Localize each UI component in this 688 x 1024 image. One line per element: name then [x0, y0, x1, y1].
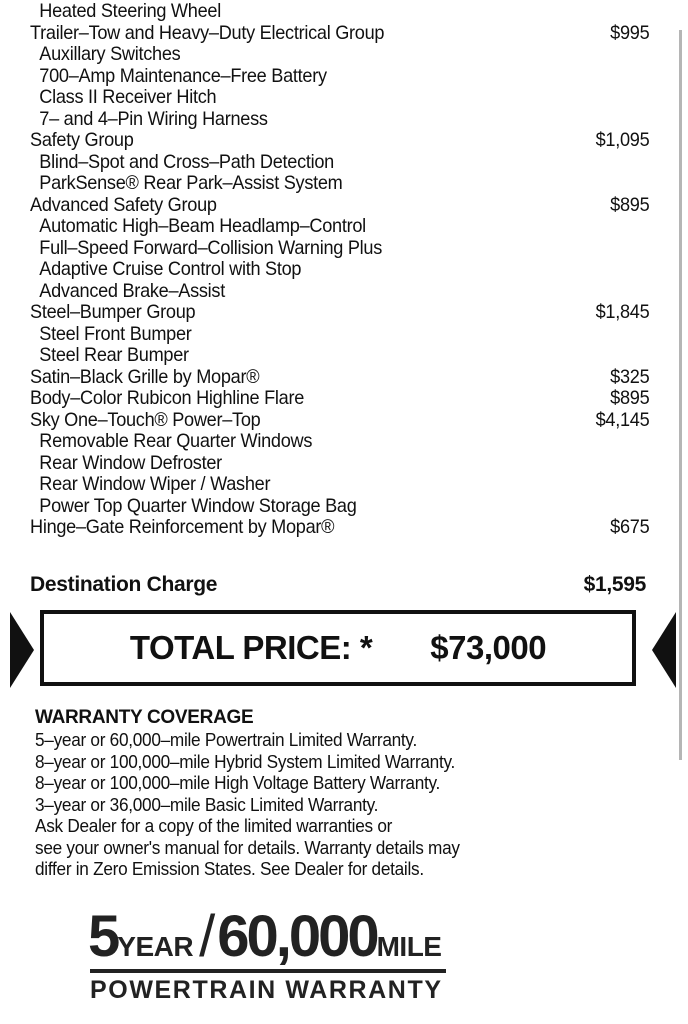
logo-mile-word: MILE: [376, 931, 442, 962]
destination-charge-label: Destination Charge: [30, 573, 218, 596]
option-price: $895: [610, 193, 650, 216]
option-price: $325: [610, 365, 650, 388]
option-label: Steel–Bumper Group: [30, 301, 196, 323]
logo-years: 5: [88, 904, 118, 969]
option-package-row: [30, 517, 649, 539]
warranty-lines: [35, 729, 595, 880]
option-label: Power Top Quarter Window Storage Bag: [39, 494, 357, 517]
destination-charge-row: [30, 573, 646, 597]
option-label: 7– and 4–Pin Wiring Harness: [39, 107, 268, 130]
option-feature-row: [30, 259, 649, 281]
option-feature-row: [30, 453, 649, 475]
option-feature-row: [30, 238, 649, 260]
option-feature-row: [30, 87, 649, 109]
option-feature-row: [30, 44, 649, 66]
option-label: Full–Speed Forward–Collision Warning Plus: [39, 236, 382, 259]
option-price: $995: [610, 21, 650, 44]
option-package-row: [30, 302, 649, 324]
option-price: $4,145: [595, 408, 650, 431]
option-package-row: [30, 410, 649, 432]
option-label: Hinge–Gate Reinforcement by Mopar®: [30, 516, 335, 538]
option-label: ParkSense® Rear Park–Assist System: [39, 172, 343, 194]
powertrain-warranty-logo: [88, 903, 448, 1007]
option-feature-row: [30, 66, 649, 88]
option-label: Steel Rear Bumper: [39, 344, 189, 366]
option-label: Rear Window Wiper / Washer: [39, 473, 271, 495]
options-list: [30, 1, 650, 539]
option-feature-row: [30, 173, 649, 195]
option-label: Steel Front Bumper: [39, 322, 192, 345]
option-label: Advanced Safety Group: [30, 193, 217, 216]
option-feature-row: [30, 216, 649, 238]
logo-year-word: YEAR: [117, 931, 194, 962]
logo-subtitle: POWERTRAIN WARRANTY: [90, 976, 443, 1004]
option-label: Body–Color Rubicon Highline Flare: [30, 387, 305, 409]
warranty-line: 8–year or 100,000–mile Hybrid System Limited Warranty.: [35, 750, 456, 772]
option-feature-row: [30, 431, 649, 453]
option-label: Auxillary Switches: [39, 43, 181, 65]
right-arrow-icon: [652, 612, 676, 688]
option-label: Heated Steering Wheel: [39, 0, 221, 22]
option-feature-row: [30, 152, 649, 174]
option-package-row: [30, 130, 649, 152]
logo-divider: [90, 969, 446, 973]
option-label: Removable Rear Quarter Windows: [39, 430, 313, 452]
option-label: Safety Group: [30, 129, 134, 151]
warranty-line: 5–year or 60,000–mile Powertrain Limited Warranty.: [35, 729, 417, 750]
warranty-line: see your owner's manual for details. Warranty details may: [35, 836, 460, 858]
total-price-box: [40, 610, 636, 686]
warranty-line: 8–year or 100,000–mile High Voltage Battery Warranty.: [35, 772, 441, 793]
option-feature-row: [30, 109, 649, 131]
page-edge-rule: [679, 30, 682, 760]
warranty-line: 3–year or 36,000–mile Basic Limited Warranty.: [35, 793, 379, 815]
option-price: $675: [610, 516, 650, 538]
option-price: $1,845: [595, 301, 650, 323]
option-price: $895: [610, 387, 650, 409]
logo-slash: /: [199, 904, 216, 969]
option-feature-row: [30, 496, 649, 518]
option-label: Sky One–Touch® Power–Top: [30, 408, 261, 431]
warranty-coverage: [35, 707, 595, 880]
left-arrow-icon: [10, 612, 34, 688]
option-package-row: [30, 367, 649, 389]
option-label: 700–Amp Maintenance–Free Battery: [39, 64, 327, 87]
option-feature-row: [30, 345, 649, 367]
option-label: Advanced Brake–Assist: [39, 279, 225, 302]
option-label: Rear Window Defroster: [39, 451, 222, 474]
option-label: Satin–Black Grille by Mopar®: [30, 365, 260, 388]
destination-charge-price: $1,595: [583, 573, 646, 596]
option-label: Automatic High–Beam Headlamp–Control: [39, 215, 366, 237]
option-price: $1,095: [595, 129, 650, 151]
option-label: Trailer–Tow and Heavy–Duty Electrical Group: [30, 21, 385, 44]
warranty-line: differ in Zero Emission States. See Dealer for details.: [35, 858, 424, 879]
warranty-line: Ask Dealer for a copy of the limited warranties or: [35, 815, 393, 836]
option-feature-row: [30, 281, 649, 303]
option-label: Adaptive Cruise Control with Stop: [39, 258, 302, 280]
option-feature-row: [30, 474, 649, 496]
option-label: Class II Receiver Hitch: [39, 86, 217, 108]
logo-top-line: [88, 903, 441, 970]
option-package-row: [30, 388, 649, 410]
option-feature-row: [30, 1, 649, 23]
warranty-title: WARRANTY COVERAGE: [35, 707, 254, 728]
option-label: Blind–Spot and Cross–Path Detection: [39, 150, 334, 173]
option-package-row: [30, 23, 649, 45]
option-package-row: [30, 195, 649, 217]
option-feature-row: [30, 324, 649, 346]
logo-miles: 60,000: [217, 904, 377, 969]
total-price-value: $73,000: [430, 629, 547, 666]
total-price-label: TOTAL PRICE: *: [129, 629, 373, 666]
